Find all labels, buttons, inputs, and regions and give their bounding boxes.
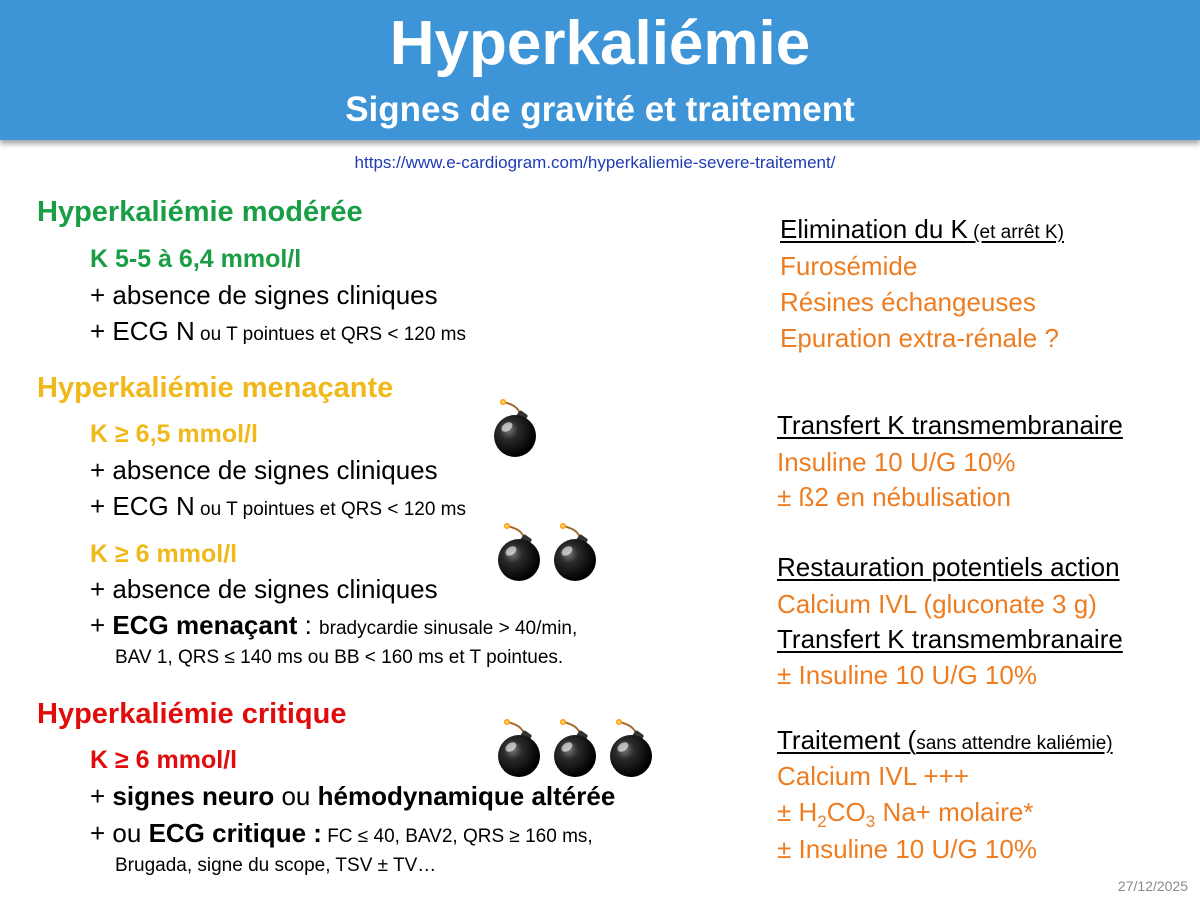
critique-line1-mid: ou <box>274 781 318 811</box>
traitement-item-2-pre: ± H <box>777 797 818 827</box>
traitement-item-2 <box>777 797 1033 832</box>
bomb-icon <box>494 522 544 582</box>
traitement-title <box>777 725 1113 756</box>
transfert2-title: Transfert K transmembranaire <box>777 624 1123 654</box>
bomb-icon <box>490 398 540 458</box>
moderee-title: Hyperkaliémie modérée <box>37 196 363 228</box>
bomb-icon <box>494 718 544 778</box>
traitement-item-3: ± Insuline 10 U/G 10% <box>777 834 1037 864</box>
menacante-b-line3: BAV 1, QRS ≤ 140 ms ou BB < 160 ms et T pointues. <box>115 647 564 668</box>
menacante-b-line1: + absence de signes cliniques <box>90 574 438 604</box>
moderee-line2 <box>90 316 466 347</box>
critique-line2-bold: ECG critique : <box>148 818 322 848</box>
menacante-a-line2-small: ou T pointues et QRS < 120 ms <box>194 499 467 520</box>
transfert1-title: Transfert K transmembranaire <box>777 410 1123 440</box>
menacante-b-line2 <box>90 610 577 641</box>
traitement-item-2-post: Na+ molaire* <box>875 797 1034 827</box>
menacante-b-k: K ≥ 6 mmol/l <box>90 540 238 568</box>
traitement-item-2-sub1: 2 <box>817 812 827 832</box>
moderee-line1: + absence de signes cliniques <box>90 280 438 310</box>
traitement-item-2-mid: CO <box>826 797 866 827</box>
transfert1-item-1: Insuline 10 U/G 10% <box>777 447 1016 477</box>
source-link[interactable]: https://www.e-cardiogram.com/hyperkaliemie-severe-traitement/ <box>354 153 836 172</box>
elimination-title-main: Elimination du K <box>780 214 968 244</box>
menacante-b-line2-plus: + <box>90 610 113 640</box>
traitement-title-main: Traitement ( <box>777 725 917 755</box>
critique-title: Hyperkaliémie critique <box>37 698 347 730</box>
moderee-k: K 5-5 à 6,4 mmol/l <box>90 245 302 273</box>
restauration-item: Calcium IVL (gluconate 3 g) <box>777 589 1097 619</box>
transfert2-item: ± Insuline 10 U/G 10% <box>777 660 1037 690</box>
menacante-b-line2-small: bradycardie sinusale > 40/min, <box>319 618 578 639</box>
critique-k: K ≥ 6 mmol/l <box>90 746 238 774</box>
elimination-item-1: Furosémide <box>780 251 918 281</box>
page-title: Hyperkaliémie <box>389 9 811 78</box>
critique-line1-plus: + <box>90 781 113 811</box>
elimination-title-small: (et arrêt K) <box>967 222 1064 243</box>
elimination-title <box>780 214 1064 245</box>
traitement-item-2-sub2: 3 <box>865 812 876 832</box>
bomb-icon <box>550 718 600 778</box>
elimination-item-3: Epuration extra-rénale ? <box>780 323 1059 353</box>
critique-line1-bold1: signes neuro <box>112 781 275 811</box>
transfert1-item-2: ± ß2 en nébulisation <box>777 482 1011 512</box>
critique-line1 <box>90 781 615 812</box>
critique-line1-bold2: hémodynamique altérée <box>317 781 616 811</box>
menacante-a-line2 <box>90 491 466 522</box>
critique-line2 <box>90 818 593 849</box>
bomb-icon <box>606 718 656 778</box>
menacante-b-line2-colon: : <box>297 610 320 640</box>
critique-line2-small: FC ≤ 40, BAV2, QRS ≥ 160 ms, <box>321 826 593 847</box>
traitement-title-small: sans attendre kaliémie) <box>916 733 1113 754</box>
menacante-a-k: K ≥ 6,5 mmol/l <box>90 420 258 448</box>
critique-line3: Brugada, signe du scope, TSV ± TV… <box>115 855 437 876</box>
moderee-line2-big: + ECG N <box>90 316 195 346</box>
restauration-title: Restauration potentiels action <box>777 552 1120 582</box>
critique-line2-plus: + ou <box>90 818 149 848</box>
date-stamp: 27/12/2025 <box>1117 878 1188 894</box>
menacante-a-line2-big: + ECG N <box>90 491 195 521</box>
menacante-title: Hyperkaliémie menaçante <box>37 372 394 404</box>
title-banner <box>0 0 1200 140</box>
elimination-item-2: Résines échangeuses <box>780 287 1036 317</box>
page-subtitle: Signes de gravité et traitement <box>345 90 855 129</box>
menacante-b-line2-bold: ECG menaçant <box>112 610 298 640</box>
traitement-item-1: Calcium IVL +++ <box>777 761 969 791</box>
menacante-a-line1: + absence de signes cliniques <box>90 455 438 485</box>
moderee-line2-small: ou T pointues et QRS < 120 ms <box>194 324 467 345</box>
bomb-icon <box>550 522 600 582</box>
